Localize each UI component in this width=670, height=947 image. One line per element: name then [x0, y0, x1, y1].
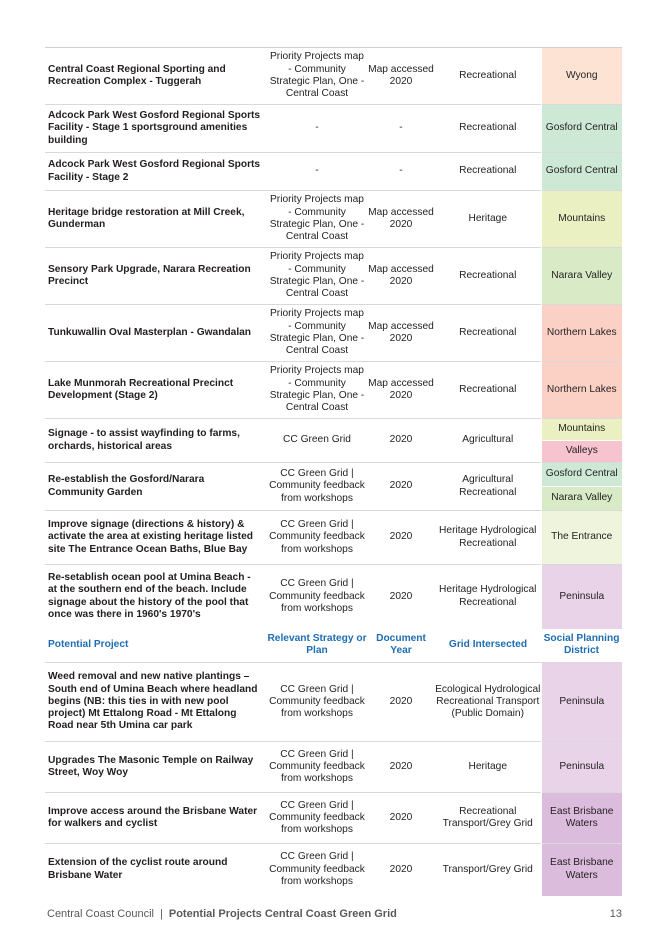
header-project: Potential Project — [48, 639, 129, 651]
project-cell: Improve signage (directions & history) & activate the area at existing heritage listed site The Entrance Ocean Baths, Blue Bay — [45, 511, 267, 565]
table-row — [45, 248, 622, 305]
year-cell: - — [367, 153, 435, 191]
project-cell: Sensory Park Upgrade, Narara Recreation Precinct — [45, 248, 267, 305]
footer-org: Central Coast Council — [47, 908, 154, 920]
year-cell: - — [367, 105, 435, 153]
project-cell: Central Coast Regional Sporting and Recreation Complex - Tuggerah — [45, 48, 267, 105]
strategy-cell: Priority Projects map - Community Strategic Plan, One - Central Coast — [267, 191, 367, 248]
strategy-cell: Priority Projects map - Community Strategic Plan, One - Central Coast — [267, 48, 367, 105]
grid-cell: Recreational — [435, 362, 541, 419]
district-cell: Gosford Central — [541, 463, 622, 487]
strategy-cell: CC Green Grid — [267, 419, 367, 463]
table-row — [45, 305, 622, 362]
year-cell: 2020 — [367, 565, 435, 629]
district-cell: Mountains — [541, 191, 622, 248]
district-cell: Valleys — [541, 441, 622, 463]
strategy-cell: CC Green Grid | Community feedback from workshops — [267, 742, 367, 793]
page-number: 13 — [609, 908, 622, 920]
district-cell: Northern Lakes — [541, 305, 622, 362]
project-cell: Extension of the cyclist route around Brisbane Water — [45, 844, 267, 896]
project-cell: Re-setablish ocean pool at Umina Beach - at the southern end of the beach. Include signage about the history of the pool that once was there in 1960's 1970's — [45, 565, 267, 629]
year-cell: 2020 — [367, 742, 435, 793]
header-year: Document Year — [376, 632, 426, 657]
year-cell: Map accessed 2020 — [367, 48, 435, 105]
district-cell: Northern Lakes — [541, 362, 622, 419]
table-row — [45, 793, 622, 844]
project-cell: Adcock Park West Gosford Regional Sports Facility - Stage 2 — [45, 153, 267, 191]
table-row — [45, 565, 622, 629]
table-row — [45, 419, 622, 441]
table-row — [45, 362, 622, 419]
strategy-cell: CC Green Grid | Community feedback from workshops — [267, 793, 367, 844]
grid-cell: Heritage — [435, 191, 541, 248]
project-cell: Re-establish the Gosford/Narara Community Garden — [45, 463, 267, 511]
year-cell: 2020 — [367, 419, 435, 463]
table-row — [45, 511, 622, 565]
project-cell: Tunkuwallin Oval Masterplan - Gwandalan — [45, 305, 267, 362]
district-cell: The Entrance — [541, 511, 622, 565]
grid-cell: Recreational — [435, 153, 541, 191]
year-cell: 2020 — [367, 793, 435, 844]
table-row — [45, 48, 622, 105]
table-header-row — [45, 629, 622, 663]
year-cell: Map accessed 2020 — [367, 305, 435, 362]
grid-cell: Recreational — [435, 105, 541, 153]
header-district: Social Planning District — [543, 632, 620, 657]
table-row — [45, 742, 622, 793]
project-cell: Heritage bridge restoration at Mill Creek, Gunderman — [45, 191, 267, 248]
district-cell: Gosford Central — [541, 105, 622, 153]
district-cell: Narara Valley — [541, 248, 622, 305]
strategy-cell: - — [267, 153, 367, 191]
grid-cell: Recreational Transport/Grey Grid — [435, 793, 541, 844]
grid-cell: Transport/Grey Grid — [435, 844, 541, 896]
strategy-cell: Priority Projects map - Community Strategic Plan, One - Central Coast — [267, 248, 367, 305]
header-strategy: Relevant Strategy or Plan — [267, 632, 367, 657]
header-grid: Grid Intersected — [448, 639, 528, 651]
grid-cell: Recreational — [435, 48, 541, 105]
project-cell: Weed removal and new native plantings – South end of Umina Beach where headland begins (NB: this ties in with new pool project) Mt Ettalong Road - Mt Ettalong Road near 5th Umina car park — [45, 663, 267, 742]
grid-cell: Agricultural Recreational — [435, 463, 541, 511]
strategy-cell: CC Green Grid | Community feedback from workshops — [267, 844, 367, 896]
table-row — [45, 105, 622, 153]
footer-separator: | — [160, 908, 163, 920]
project-cell: Improve access around the Brisbane Water for walkers and cyclist — [45, 793, 267, 844]
district-cell: Peninsula — [541, 663, 622, 742]
strategy-cell: CC Green Grid | Community feedback from workshops — [267, 565, 367, 629]
year-cell: 2020 — [367, 663, 435, 742]
strategy-cell: - — [267, 105, 367, 153]
district-cell: Wyong — [541, 48, 622, 105]
grid-cell: Ecological Hydrological Recreational Transport (Public Domain) — [435, 663, 541, 742]
project-cell: Signage - to assist wayfinding to farms, orchards, historical areas — [45, 419, 267, 463]
projects-table — [45, 47, 622, 896]
year-cell: 2020 — [367, 511, 435, 565]
grid-cell: Recreational — [435, 305, 541, 362]
strategy-cell: Priority Projects map - Community Strategic Plan, One - Central Coast — [267, 362, 367, 419]
year-cell: Map accessed 2020 — [367, 248, 435, 305]
table-row — [45, 191, 622, 248]
page-footer — [47, 908, 397, 920]
district-cell: Gosford Central — [541, 153, 622, 191]
project-cell: Adcock Park West Gosford Regional Sports Facility - Stage 1 sportsground amenities building — [45, 105, 267, 153]
year-cell: Map accessed 2020 — [367, 362, 435, 419]
table-row — [45, 153, 622, 191]
table-row — [45, 663, 622, 742]
district-cell: Peninsula — [541, 742, 622, 793]
district-cell: East Brisbane Waters — [541, 793, 622, 844]
grid-cell: Heritage Hydrological Recreational — [435, 511, 541, 565]
footer-title: Potential Projects Central Coast Green Grid — [168, 908, 397, 920]
district-cell: Narara Valley — [541, 487, 622, 511]
strategy-cell: Priority Projects map - Community Strategic Plan, One - Central Coast — [267, 305, 367, 362]
project-cell: Lake Munmorah Recreational Precinct Development (Stage 2) — [45, 362, 267, 419]
strategy-cell: CC Green Grid | Community feedback from workshops — [267, 463, 367, 511]
grid-cell: Heritage — [435, 742, 541, 793]
table-row — [45, 844, 622, 896]
grid-cell: Heritage Hydrological Recreational — [435, 565, 541, 629]
district-cell: Peninsula — [541, 565, 622, 629]
district-cell: Mountains — [541, 419, 622, 441]
year-cell: Map accessed 2020 — [367, 191, 435, 248]
strategy-cell: CC Green Grid | Community feedback from workshops — [267, 663, 367, 742]
table-row — [45, 463, 622, 487]
strategy-cell: CC Green Grid | Community feedback from workshops — [267, 511, 367, 565]
project-cell: Upgrades The Masonic Temple on Railway Street, Woy Woy — [45, 742, 267, 793]
district-cell: East Brisbane Waters — [541, 844, 622, 896]
year-cell: 2020 — [367, 844, 435, 896]
grid-cell: Recreational — [435, 248, 541, 305]
grid-cell: Agricultural — [435, 419, 541, 463]
year-cell: 2020 — [367, 463, 435, 511]
